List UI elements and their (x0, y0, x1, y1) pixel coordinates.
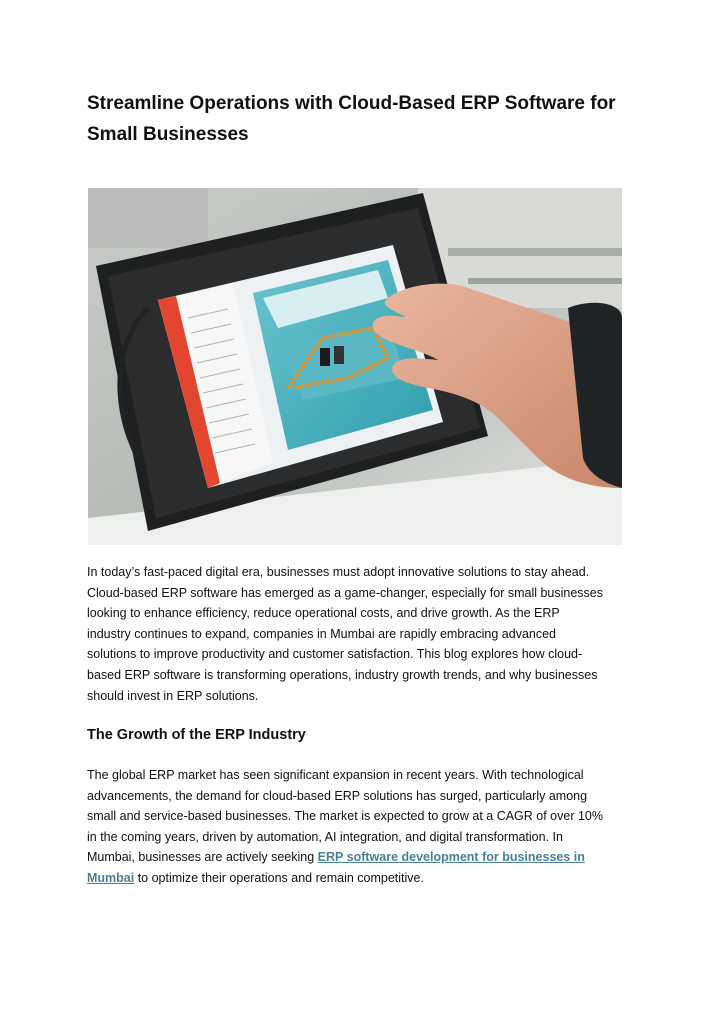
link-suffix-text: to optimize their operations and remain competitive. (134, 870, 424, 885)
intro-line: looking to enhance efficiency, reduce operational costs, and drive growth. As the ERP (87, 606, 560, 621)
intro-line: industry continues to expand, companies in Mumbai are rapidly embracing advanced (87, 626, 557, 641)
intro-line: In today’s fast-paced digital era, businesses must adopt innovative solutions to stay ahead. (87, 565, 590, 579)
erp-development-link[interactable]: ERP software development for businesses in (317, 850, 585, 865)
section-line-with-link (87, 868, 635, 889)
title-line: Small Businesses (87, 124, 249, 145)
erp-development-link-continued[interactable]: Mumbai (87, 870, 135, 885)
title-line: Streamline Operations with Cloud-Based ERP Software for (87, 93, 616, 114)
intro-paragraph (87, 562, 635, 706)
intro-line: based ERP software is transforming operations, industry growth trends, and why businesses (87, 667, 598, 682)
section-heading: The Growth of the ERP Industry (87, 727, 306, 743)
intro-line: solutions to improve productivity and customer satisfaction. This blog explores how cloud- (87, 647, 583, 662)
hero-image (88, 188, 622, 545)
section-line-with-link (87, 847, 635, 868)
section-line: in the coming years, driven by automation, AI integration, and digital transformation. In (87, 829, 563, 844)
section-line: advancements, the demand for cloud-based ERP solutions has surged, particularly among (87, 788, 588, 803)
page-title (87, 88, 647, 150)
link-prefix-text: Mumbai, businesses are actively seeking (87, 850, 318, 865)
section-paragraph (87, 765, 635, 889)
section-line: The global ERP market has seen significant expansion in recent years. With technological (87, 768, 584, 782)
intro-line: should invest in ERP solutions. (87, 688, 259, 703)
intro-line: Cloud-based ERP software has emerged as a game-changer, especially for small businesses (87, 585, 604, 600)
tablet-touchscreen-photo-icon (88, 188, 622, 545)
section-line: small and service-based businesses. The market is expected to grow at a CAGR of over 10% (87, 809, 603, 824)
